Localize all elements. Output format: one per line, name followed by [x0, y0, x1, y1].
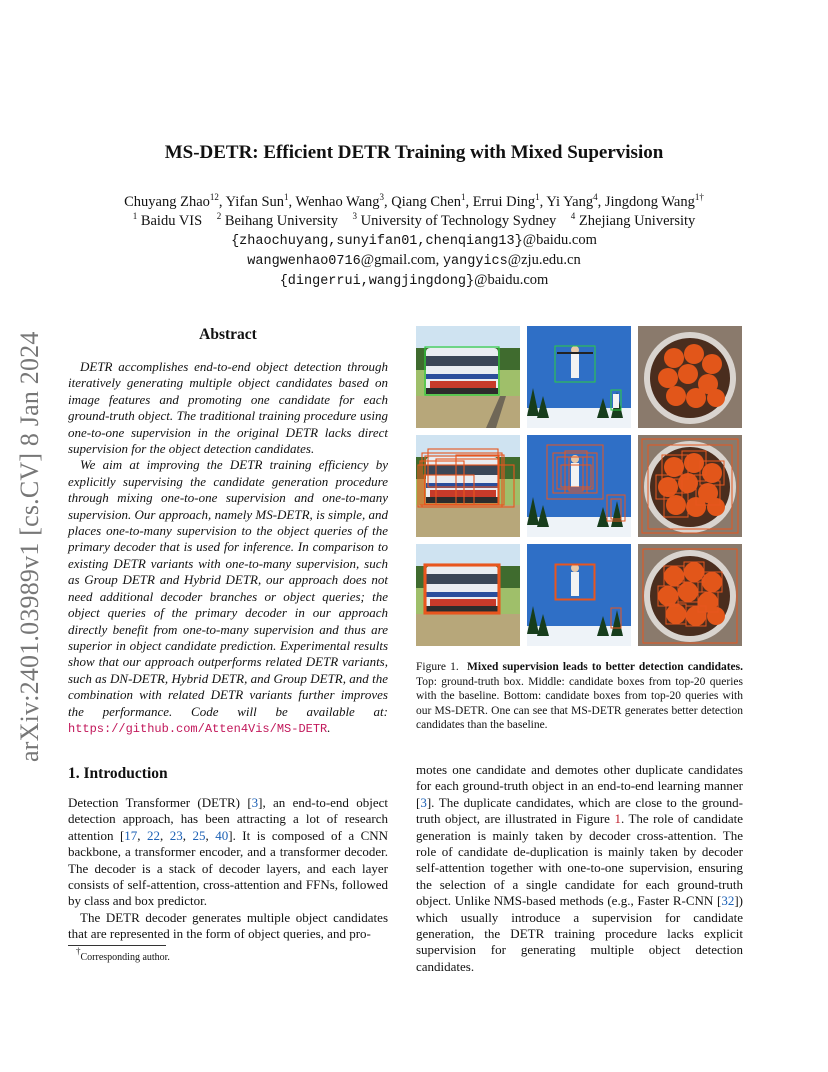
- affiliation: $^3$ University of Technology Sydney: [352, 211, 557, 229]
- email-line-1: {zhaochuyang,sunyifan01,chenqiang13}@baidu.com: [231, 232, 597, 249]
- affiliation: $^4$ Zhejiang University: [570, 211, 696, 229]
- intro-paragraph: Detection Transformer (DETR) [3], an end-to-end object detection approach, has been attracting a lot of research attention [17, 22, 23, 25, 40]. It is composed of a CNN backbone, a transformer encoder, and a transformer decoder. The decoder is a stack of decoder layers, and each layer consists of self-attention, cross-attention and FFNs, followed by class and box predictor.: [68, 795, 389, 909]
- skier-image-msdetr-candidates: [527, 544, 631, 646]
- citation-link[interactable]: 23: [169, 827, 183, 843]
- author: Yifan Sun$^1$: [225, 192, 289, 210]
- author-block: [40, 193, 788, 291]
- citation-link[interactable]: 3: [420, 794, 427, 810]
- train-image-msdetr-candidates: [416, 544, 520, 646]
- figure-1: [416, 326, 743, 648]
- abstract-paragraph: We aim at improving the DETR training efficiency by explicitly supervising the candidate generation procedure through mixing one-to-one supervision and one-to-many supervision. Our approach, namely MS-DETR, is simple, and places one-to-many supervision to the object queries of the primary decoder that is used for inference. In comparison to existing DETR variants with one-to-many supervision, such as Group DETR and Hybrid DETR, our approach does not need additional decoder branches or object queries; the object queries of the primary decoder in our approach directly benefit from one-to-many supervision and thus are superior in object candidate prediction. Experimental results show that our approach outperforms related DETR variants, such as DN-DETR, Hybrid DETR, and Group DETR, and the combination with related DETR variants further improves the performance. Code will be available at: https://github.com/Atten4Vis/MS-DETR.: [68, 457, 388, 736]
- affiliation: $^2$ Beihang University: [216, 211, 338, 229]
- skier-image-ground-truth: [527, 326, 631, 428]
- oranges-image-baseline-candidates: [638, 435, 742, 537]
- paper-title: MS-DETR: Efficient DETR Training with Mixed Supervision: [164, 142, 664, 163]
- intro-left-column: [68, 795, 388, 943]
- citation-link[interactable]: 17: [124, 827, 138, 843]
- arxiv-stamp: arXiv:2401.03989v1 [cs.CV] 8 Jan 2024: [15, 331, 44, 762]
- section-heading-introduction: 1. Introduction: [68, 765, 168, 782]
- author-list: Chuyang Zhao$^{12}$, Yifan Sun$^1$, Wenhao Wang$^3$, Qiang Chen$^1$, Errui Ding$^1$, Yi Yang$^4$, Jingdong Wang$^{1\dagger}$: [124, 192, 704, 210]
- figure-reference-link[interactable]: 1: [614, 811, 621, 827]
- author: Errui Ding$^1$: [472, 192, 540, 210]
- abstract-paragraph: DETR accomplishes end-to-end object detection through iteratively generating multiple object candidates based on image features and promoting one candidate for each ground-truth object. The traditional training procedure using one-to-one supervision in the original DETR lacks direct supervision for the object detection candidates.: [68, 359, 388, 457]
- oranges-image-ground-truth: [638, 326, 742, 428]
- author: Qiang Chen$^1$: [391, 192, 466, 210]
- intro-paragraph: motes one candidate and demotes other duplicate candidates for each ground-truth object in an end-to-end learning manner [3]. The duplicate candidates, which are close to the ground-truth object, are illustrated in Figure 1. The role of candidate generation is mainly taken by decoder cross-attention. The role of candidate de-duplication is mainly taken by decoder self-attention together with one-to-one supervision, ensuring the selection of a single candidate for each ground-truth object. Unlike NMS-based methods (e.g., Faster R-CNN [32]) which usually introduce a supervision for candidate generation, the DETR training procedure lacks explicit supervision for generating multiple object detection candidates.: [416, 762, 743, 974]
- footnote-divider: [68, 945, 166, 946]
- train-image-ground-truth: [416, 326, 520, 428]
- train-image-baseline-candidates: [416, 435, 520, 537]
- email-line-3: {dingerrui,wangjingdong}@baidu.com: [279, 272, 549, 289]
- author: Chuyang Zhao$^{12}$: [124, 192, 219, 210]
- email-line-2: wangwenhao0716@gmail.com, yangyics@zju.edu.cn: [247, 252, 581, 269]
- author: Wenhao Wang$^3$: [295, 192, 385, 210]
- citation-link[interactable]: 32: [721, 893, 735, 909]
- skier-image-baseline-candidates: [527, 435, 631, 537]
- intro-paragraph: The DETR decoder generates multiple object candidates that are represented in the form of object queries, and pro-: [68, 909, 388, 942]
- affiliation: $^1$ Baidu VIS: [132, 211, 203, 229]
- citation-link[interactable]: 3: [251, 795, 259, 810]
- author: Jingdong Wang$^{1\dagger}$: [604, 192, 704, 210]
- intro-right-column: [416, 762, 743, 975]
- code-link[interactable]: https://github.com/Atten4Vis/MS-DETR: [68, 721, 328, 736]
- affiliation-list: [40, 212, 788, 231]
- abstract-heading: Abstract: [199, 326, 257, 343]
- citation-link[interactable]: 40: [215, 827, 229, 843]
- footnote: †Corresponding author.: [76, 946, 170, 963]
- abstract-body: [68, 359, 388, 737]
- citation-link[interactable]: 25: [192, 827, 206, 843]
- author: Yi Yang$^4$: [546, 192, 598, 210]
- oranges-image-msdetr-candidates: [638, 544, 742, 646]
- citation-link[interactable]: 22: [147, 827, 161, 843]
- figure-1-caption: Figure 1. Mixed supervision leads to better detection candidates. Top: ground-truth box. Middle: candidate boxes from top-20 queries with the baseline. Bottom: candidate boxes from top-20 queries with our MS-DETR. One can see that MS-DETR generates better detection candidates than the baseline.: [416, 661, 743, 731]
